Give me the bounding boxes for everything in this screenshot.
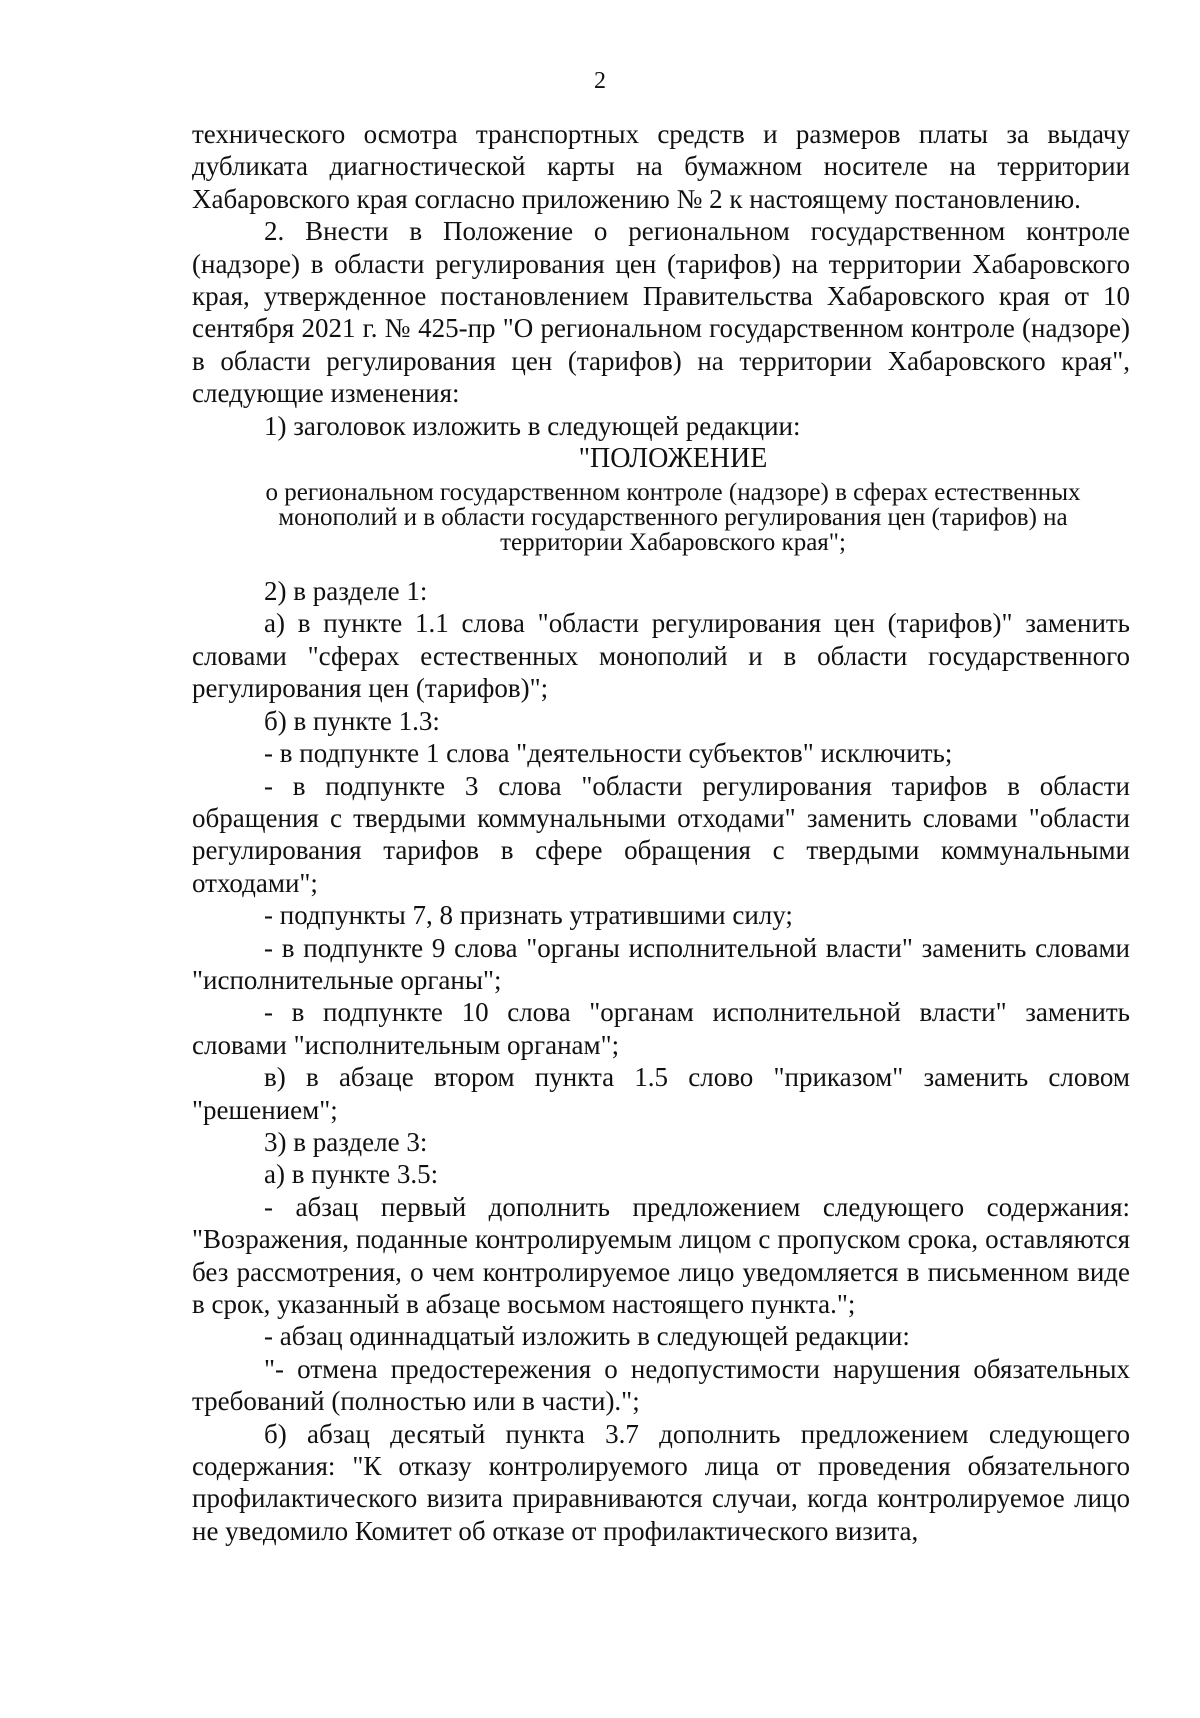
page-number: 2: [594, 68, 606, 94]
paragraph-dash-1: - в подпункте 1 слова "деятельности субъектов" исключить;: [264, 738, 953, 769]
paragraph-subitem-3: 3) в разделе 3:: [264, 1126, 428, 1157]
paragraph-dash-7-8: - подпункты 7, 8 признать утратившими силу;: [264, 900, 793, 931]
paragraph-subitem-2b: б) в пункте 1.3:: [264, 705, 440, 736]
paragraph-dash-9: - в подпункте 9 слова "органы исполнительной власти" заменить словами "исполнительные органы";: [192, 932, 1130, 995]
paragraph-subitem-2: 2) в разделе 1:: [264, 576, 428, 607]
paragraph-subitem-3b: б) абзац десятый пункта 3.7 дополнить предложением следующего содержания: "К отказу контролируемого лица от проведения обязательного профилактического визита приравниваются случаи, когда контролируемое лицо не уведомило Комитет об отказе от профилактического визита,: [192, 1418, 1130, 1546]
paragraph-dash-3: - в подпункте 3 слова "области регулирования тарифов в области обращения с твердыми коммунальными отходами" заменить словами "области регулирования тарифов в сфере обращения с твердыми коммунальными отходами";: [192, 770, 1130, 898]
paragraph-dash-eleventh: - абзац одиннадцатый изложить в следующей редакции:: [264, 1321, 910, 1352]
paragraph-item-2: 2. Внести в Положение о региональном государственном контроле (надзоре) в области регулирования цен (тарифов) на территории Хабаровского края, утвержденное постановлением Правительства Хабаровского края от 10 сентября 2021 г. № 425-пр "О региональном государственном контроле (надзоре) в области регулирования цен (тарифов) на территории Хабаровского края", следующие изменения:: [192, 216, 1130, 409]
paragraph-quote: "- отмена предостережения о недопустимости нарушения обязательных требований (полностью или в части).";: [192, 1353, 1130, 1417]
paragraph-subitem-2a: а) в пункте 1.1 слова "области регулирования цен (тарифов)" заменить словами "сферах естественных монополий и в области государственного регулирования цен (тарифов)";: [192, 608, 1130, 704]
paragraph-subitem-3a: а) в пункте 3.5:: [264, 1159, 439, 1190]
paragraph-dash-first: - абзац первый дополнить предложением следующего содержания: "Возражения, поданные контролируемым лицом с пропуском срока, оставляются без рассмотрения, о чем контролируемое лицо уведомляется в письменном виде в срок, указанный в абзаце восьмом настоящего пункта.";: [192, 1191, 1130, 1319]
heading-title: "ПОЛОЖЕНИЕ: [578, 443, 768, 475]
paragraph-subitem-1: 1) заголовок изложить в следующей редакции:: [264, 410, 801, 441]
heading-subtitle: о региональном государственном контроле (надзоре) в сферах естественных монополий и в области государственного регулирования цен (тарифов) на территории Хабаровского края";: [265, 479, 1081, 557]
document-body: [192, 118, 1130, 1547]
paragraph-subitem-2v: в) в абзаце втором пункта 1.5 слово "приказом" заменить словом "решением";: [192, 1062, 1130, 1125]
paragraph-continuation: технического осмотра транспортных средств и размеров платы за выдачу дубликата диагностической карты на бумажном носителе на территории Хабаровского края согласно приложению № 2 к настоящему постановлению.: [192, 119, 1130, 214]
paragraph-dash-10: - в подпункте 10 слова "органам исполнительной власти" заменить словами "исполнительным органам";: [192, 997, 1130, 1060]
